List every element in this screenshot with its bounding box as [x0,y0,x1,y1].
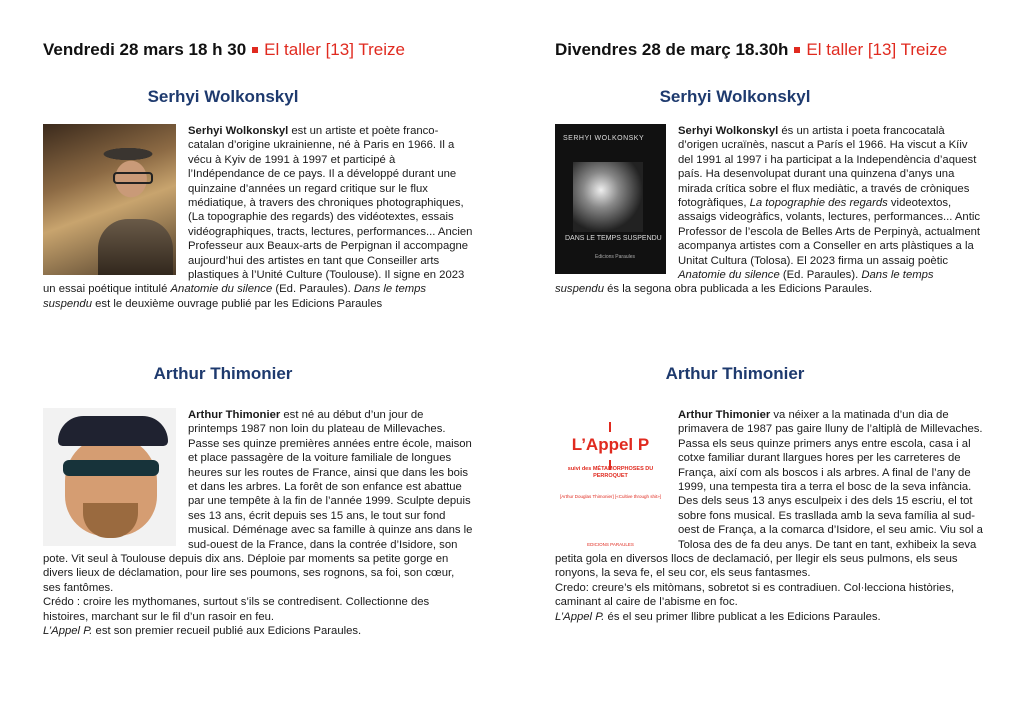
event-header [555,40,947,60]
artist-name-wolkonskyl: Serhyi Wolkonskyl [659,87,811,106]
artist-photo-wolkonskyl [43,124,176,275]
red-square-icon [252,47,258,53]
artist-name-thimonier: Arthur Thimonier [153,364,293,383]
french-column [43,0,483,724]
event-venue: El taller [13] Treize [806,40,948,59]
artist-name-wolkonskyl: Serhyi Wolkonskyl [147,87,299,106]
event-date: Vendredi 28 mars 18 h 30 [43,40,247,59]
event-header [43,40,405,60]
book-cover-dans-le-temps-suspendu: SERHYI WOLKONSKY DANS LE TEMPS SUSPENDU Edicions Paraules [555,124,666,274]
artist-photo-thimonier [43,408,176,546]
artist-bio-wolkonskyl: Serhyi Wolkonskyl est un artiste et poète franco-catalan d’origine ukrainienne, né à Paris en 1966. Il a vécu à Kyiv de 1991 à 1997 et participé à l’Indépendance de ce pays. Il a développé durant une quinzaine d’années un regard critique sur le flux médiatique, à travers des chroniques photographiques, (La topographie des regards) des vidéotextes, essais vidéographiques, tracts, lectures, performances... Ancien Professeur aux Beaux-arts de Perpignan il accompagne aujourd’hui des artistes en tant que Conseiller arts plastiques à l’Unité Culture (Toulouse). Il signe en 2023 un essai poétique intitulé Anatomie du silence (Ed. Paraules). Dans le temps suspendu est le deuxième ouvrage publié par les Edicions Paraules [43,125,473,310]
event-date: Divendres 28 de març 18.30h [555,40,789,59]
book-cover-lappel-p: L’Appel P suivi des MÉTAMORPHOSES DU PERROQUET [Arthur Douglas Thimonier] [«Cultive through shit»] EDICIONS PARAULES [555,408,666,548]
event-venue: El taller [13] Treize [264,40,405,59]
artist-bio-thimonier: Arthur Thimonier est né au début d’un jour de printemps 1987 non loin du plateau de Millevaches. Passe ses quinze premières années entre école, maison et place passagère de la voiture familiale de longues heures sur les routes de France, ainsi que dans les bois et dans les arbres. La forêt de son enfance est abattue par une tempête à la fin de l’année 1999. Sculpte depuis ses 13 ans, écrit depuis ses 15 ans, le tout sur fond musical. Déménage avec sa famille à quinze ans dans le sud-ouest de la France, dans la contrée d’Isidore, son pote. Vit seul à Toulouse depuis dix ans. Déploie par moments sa petite gorge en divers lieux de déclamation, pour lire ses poumons, ses rognons, sa foi, son cœur, ses fantômes. Crédo : croire les mythomanes, surtout s’ils se contredisent. Collectionne des histoires, marchant sur le fil d’un rasoir en feu. L’Appel P. est son premier recueil publié aux Edicions Paraules. [43,409,473,638]
artist-name-thimonier: Arthur Thimonier [665,364,805,383]
artist-bio-wolkonskyl: SERHYI WOLKONSKY DANS LE TEMPS SUSPENDU Edicions Paraules Serhyi Wolkonskyl és un artista i poeta francocatalà d’origen ucraïnès, nascut a París el 1966. Ha viscut a Kíiv del 1991 al 1997 i ha participat a la Independència d’aquest país. Ha desenvolupat durant una quinzena d’anys una mirada crítica sobre el flux mediàtic, a través de cròniques fotogràfiques, La topographie des regards videotextos, assaigs videogràfics, volants, lectures, performances... Antic Professor de l’escola de Belles Arts de Perpinyà, actualment acompanya artistes com a Conseller en arts plàstiques a la Unitat Cultura (Tolosa). El 2023 firma un assaig poètic Anatomie du silence (Ed. Paraules). Dans le temps suspendu és la segona obra publicada a les Edicions Paraules. [555,125,981,296]
catalan-column [555,0,995,724]
artist-bio-thimonier: L’Appel P suivi des MÉTAMORPHOSES DU PERROQUET [Arthur Douglas Thimonier] [«Cultive through shit»] EDICIONS PARAULES Arthur Thimonier va néixer a la matinada d’un dia de primavera de 1987 pas gaire lluny de l’altiplà de Millevaches. Passa els seus quinze primers anys entre escola, casa i al cotxe familiar durant llargues hores per les carreteres de França, així com als boscos i als arbres. A final de l’any de 1999, una tempesta tira a terra el bosc de la seva infància. Des dels seus 13 anys esculpeix i des dels 15 escriu, el tot sobre fons musical. Es trasllada amb la seva família al sud-oest de França, a la comarca d’Isidore, el seu amic. Viu sol a Tolosa des de fa deu anys. De tant en tant, exhibeix la seva petita gola en diversos llocs de declamació, per llegir els seus pulmons, els seus ronyons, la seva fe, el seu cor, els seus fantasmes. Credo: creure’s els mitòmans, sobretot si es contradiuen. Col·lecciona històries, caminant al caire de l’abisme en foc. L’Appel P. és el seu primer llibre publicat a les Edicions Paraules. [555,409,983,623]
red-square-icon [794,47,800,53]
